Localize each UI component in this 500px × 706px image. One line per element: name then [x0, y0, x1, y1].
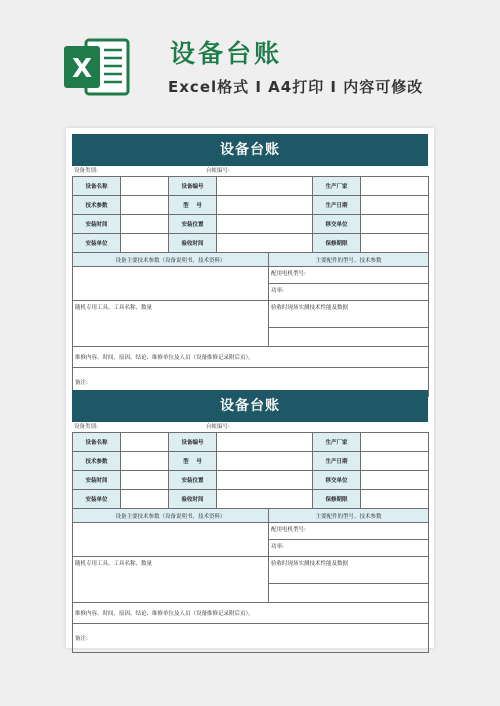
- field-value[interactable]: [361, 234, 429, 253]
- field-value[interactable]: [361, 452, 429, 471]
- tools-field[interactable]: 随机专用工具、工具名称、数量: [73, 301, 269, 347]
- field-label: 安装时间: [73, 215, 121, 234]
- field-label: 安装位置: [169, 471, 217, 490]
- table-row: [73, 215, 429, 234]
- page-header: [0, 0, 500, 122]
- ledger-form: [72, 134, 428, 397]
- field-value[interactable]: [121, 433, 169, 452]
- remark-field[interactable]: 备注:: [73, 368, 429, 397]
- field-label: 设备名称: [73, 177, 121, 196]
- field-value[interactable]: [217, 452, 313, 471]
- table-row: [73, 452, 429, 471]
- field-value[interactable]: [217, 196, 313, 215]
- tech-params-cell[interactable]: [73, 523, 269, 557]
- power-field[interactable]: 功率:: [269, 540, 429, 557]
- acceptance-field[interactable]: 验收时现场实测技术性能及数据: [269, 557, 429, 584]
- field-value[interactable]: [217, 490, 313, 509]
- field-value[interactable]: [361, 490, 429, 509]
- form-title: 设备台账: [72, 390, 428, 422]
- field-value[interactable]: [361, 215, 429, 234]
- acceptance-value[interactable]: [269, 328, 429, 347]
- table-row: [73, 471, 429, 490]
- ledger-form: [72, 390, 428, 653]
- field-value[interactable]: [217, 234, 313, 253]
- field-value[interactable]: [121, 452, 169, 471]
- motor-model-field[interactable]: 配用电机型号:: [269, 267, 429, 284]
- tools-field[interactable]: 随机专用工具、工具名称、数量: [73, 557, 269, 603]
- category-label: 设备类别:: [74, 168, 98, 174]
- field-value[interactable]: [361, 196, 429, 215]
- form-meta: [72, 166, 428, 176]
- field-value[interactable]: [361, 471, 429, 490]
- field-value[interactable]: [361, 177, 429, 196]
- category-label: 设备类别:: [74, 424, 98, 430]
- field-label: 移交单位: [313, 215, 361, 234]
- remark-field[interactable]: 备注:: [73, 624, 429, 653]
- maintenance-field[interactable]: 维修内容、时间、原因、结论、维修单位及人员（设备维修记录附后页）。: [73, 347, 429, 368]
- field-label: 移交单位: [313, 471, 361, 490]
- table-row: [73, 490, 429, 509]
- field-value[interactable]: [121, 215, 169, 234]
- field-label: 生产厂家: [313, 177, 361, 196]
- document-sheet: [66, 128, 434, 648]
- page-title: 设备台账: [170, 39, 283, 68]
- field-value[interactable]: [121, 490, 169, 509]
- tech-params-cell[interactable]: [73, 267, 269, 301]
- tech-params-header: 设备主要技术参数（设备说明书、技术资料）: [73, 509, 269, 523]
- table-row: [73, 196, 429, 215]
- field-label: 型 号: [169, 452, 217, 471]
- field-label: 设备编号: [169, 177, 217, 196]
- field-label: 安装时间: [73, 471, 121, 490]
- field-label: 设备名称: [73, 433, 121, 452]
- info-table: [72, 432, 429, 509]
- field-value[interactable]: [121, 177, 169, 196]
- field-label: 技术参数: [73, 196, 121, 215]
- acceptance-field[interactable]: 验收时现场实测技术性能及数据: [269, 301, 429, 328]
- ledger-number-label: 台帐编号:: [206, 168, 230, 174]
- field-value[interactable]: [217, 471, 313, 490]
- info-table: [72, 176, 429, 253]
- field-label: 保修期限: [313, 234, 361, 253]
- field-value[interactable]: [361, 433, 429, 452]
- field-value[interactable]: [217, 433, 313, 452]
- parts-header: 主要配件的型号、技术参数: [269, 509, 429, 523]
- page-subtitle: Excel格式 Ⅰ A4打印 Ⅰ 内容可修改: [168, 78, 424, 96]
- field-label: 验收时间: [169, 490, 217, 509]
- field-label: 安装单位: [73, 234, 121, 253]
- details-table: [72, 252, 429, 397]
- table-row: [73, 177, 429, 196]
- table-row: [73, 433, 429, 452]
- field-value[interactable]: [121, 196, 169, 215]
- field-label: 设备编号: [169, 433, 217, 452]
- motor-model-field[interactable]: 配用电机型号:: [269, 523, 429, 540]
- field-label: 技术参数: [73, 452, 121, 471]
- form-meta: [72, 422, 428, 432]
- field-value[interactable]: [217, 215, 313, 234]
- field-label: 生产厂家: [313, 433, 361, 452]
- maintenance-field[interactable]: 维修内容、时间、原因、结论、维修单位及人员（设备维修记录附后页）。: [73, 603, 429, 624]
- field-label: 安装位置: [169, 215, 217, 234]
- ledger-number-label: 台帐编号:: [206, 424, 230, 430]
- form-title: 设备台账: [72, 134, 428, 166]
- details-table: [72, 508, 429, 653]
- field-label: 保修期限: [313, 490, 361, 509]
- parts-header: 主要配件的型号、技术参数: [269, 253, 429, 267]
- field-label: 型 号: [169, 196, 217, 215]
- acceptance-value[interactable]: [269, 584, 429, 603]
- field-label: 生产日期: [313, 196, 361, 215]
- excel-icon: [64, 36, 130, 98]
- field-value[interactable]: [217, 177, 313, 196]
- table-row: [73, 234, 429, 253]
- field-value[interactable]: [121, 471, 169, 490]
- power-field[interactable]: 功率:: [269, 284, 429, 301]
- svg-text:X: X: [71, 54, 93, 84]
- field-value[interactable]: [121, 234, 169, 253]
- field-label: 验收时间: [169, 234, 217, 253]
- tech-params-header: 设备主要技术参数（设备说明书、技术资料）: [73, 253, 269, 267]
- field-label: 安装单位: [73, 490, 121, 509]
- field-label: 生产日期: [313, 452, 361, 471]
